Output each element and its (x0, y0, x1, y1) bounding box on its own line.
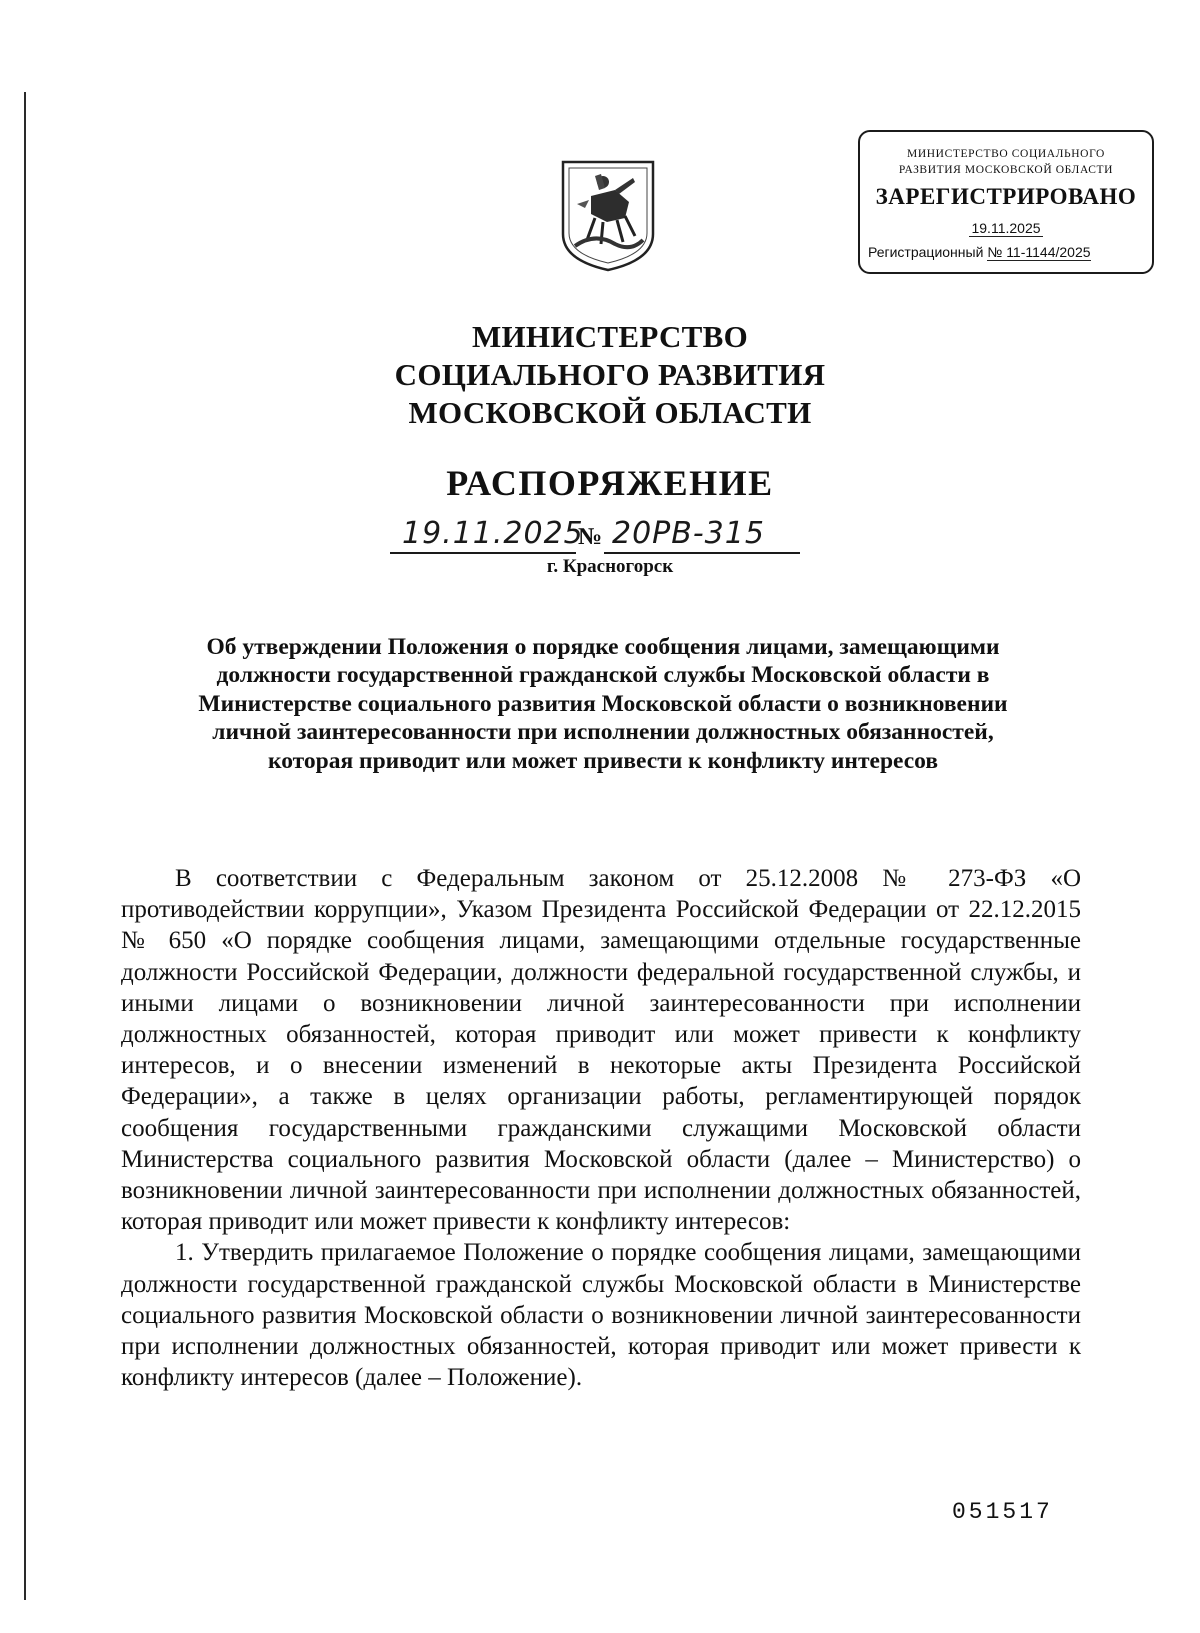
org-name-line: СОЦИАЛЬНОГО РАЗВИТИЯ (394, 357, 826, 392)
org-name-line: МОСКОВСКОЙ ОБЛАСТИ (408, 395, 812, 430)
subject-line: личной заинтересованности при исполнении должностных обязанностей, (212, 719, 994, 746)
handwritten-number: 20РВ-315 (612, 516, 765, 551)
organization-name (300, 318, 920, 432)
stamp-date: 19.11.2025 (971, 220, 1041, 236)
stamp-reg-number: № 11-1144/2025 (987, 244, 1091, 260)
document-body (121, 863, 1081, 1393)
page-code: 051517 (952, 1499, 1053, 1525)
body-paragraph: 1. Утвердить прилагаемое Положение о порядке сообщения лицами, замещающими должности государственной гражданской службы Московской области в Министерстве социального развития Московской области о возникновении личной заинтересованности при исполнении должностных обязанностей, которая приводит или может привести к конфликту интересов (далее – Положение). (121, 1239, 1081, 1392)
stamp-reg-label: Регистрационный (868, 244, 988, 260)
number-underline (604, 552, 800, 554)
subject-line: должности государственной гражданской службы Московской области в (216, 662, 990, 689)
org-name-line: МИНИСТЕРСТВО (471, 319, 749, 354)
stamp-org-line: МИНИСТЕРСТВО СОЦИАЛЬНОГО (907, 148, 1105, 160)
handwritten-date: 19.11.2025 (402, 516, 584, 551)
coat-of-arms-emblem-icon (555, 156, 661, 274)
registration-stamp (858, 130, 1154, 274)
document-type: РАСПОРЯЖЕНИЕ (446, 463, 774, 503)
stamp-status: ЗАРЕГИСТРИРОВАНО (875, 184, 1137, 209)
document-date-number (390, 516, 860, 556)
stamp-registration (868, 244, 1146, 260)
subject-line: которая приводит или может привести к конфликту интересов (267, 747, 939, 774)
stamp-date-wrap (860, 220, 1152, 236)
subject-line: Об утверждении Положения о порядке сообщения лицами, замещающими (206, 634, 1000, 660)
subject-line: Министерстве социального развития Московской области о возникновении (198, 690, 1008, 717)
document-subject (138, 633, 1068, 775)
date-underline (390, 552, 576, 554)
body-paragraph: В соответствии с Федеральным законом от 25.12.2008 № 273-ФЗ «О противодействии коррупции», Указом Президента Российской Федерации от 22.12.2015 № 650 «О порядке сообщения лицами, замещающими отдельные государственные должности Российской Федерации, должности федеральной государственной службы, и иными лицами о возникновении личной заинтересованности при исполнении должностных обязанностей, которая приводит или может привести к конфликту интересов, и о внесении изменений в некоторые акты Президента Российской Федерации», а также в целях организации работы, регламентирующей порядок сообщения государственными гражданскими служащими Московской области Министерства социального развития Московской области (далее – Министерство) о возникновении личной заинтересованности при исполнении должностных обязанностей, которая приводит или может привести к конфликту интересов: (121, 865, 1081, 1236)
stamp-organization (860, 146, 1152, 178)
number-sign: № (578, 524, 603, 550)
city: г. Красногорск (546, 556, 674, 577)
margin-rule (24, 92, 26, 1600)
stamp-org-line: РАЗВИТИЯ МОСКОВСКОЙ ОБЛАСТИ (898, 164, 1114, 176)
